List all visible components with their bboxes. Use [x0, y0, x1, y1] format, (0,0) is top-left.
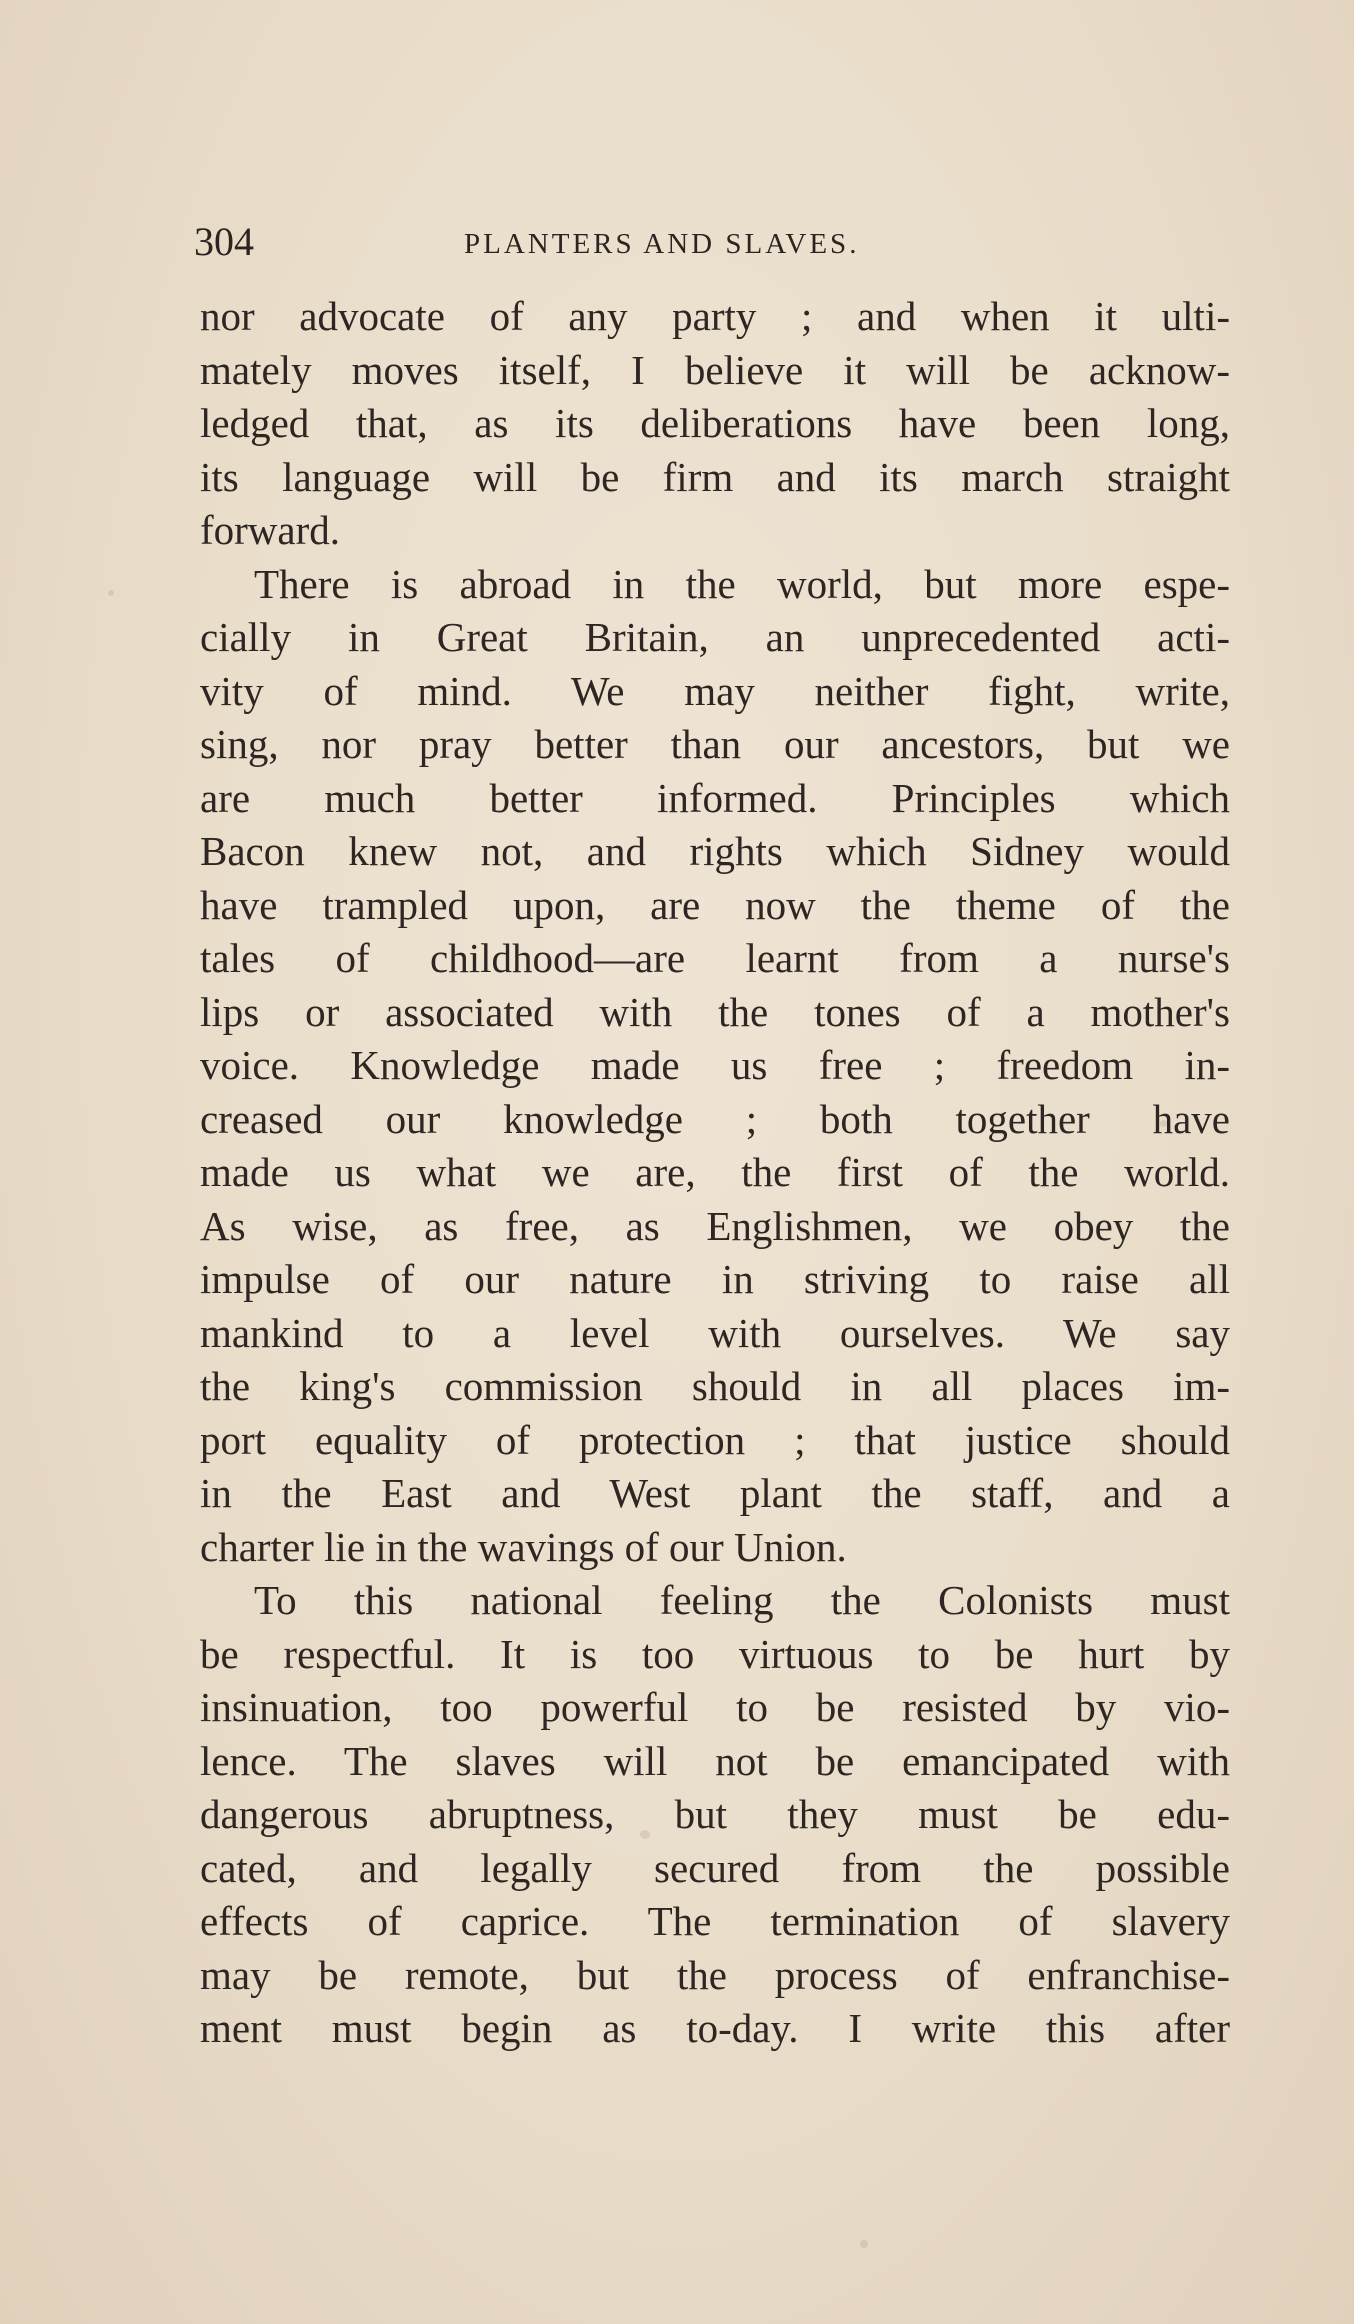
paragraph-first-line: There is abroad in the world, but more espe- [254, 560, 1230, 607]
text-line: effects of caprice. The termination of slavery [200, 1898, 1230, 1944]
text-line: have trampled upon, are now the theme of the [200, 881, 1230, 928]
body-text [200, 290, 1230, 2056]
text-line: nor advocate of any party ; and when it ulti- [200, 293, 1230, 339]
text-line: be respectful. It is too virtuous to be hurt by [200, 1630, 1230, 1677]
text-line: sing, nor pray better than our ancestors, but we [200, 721, 1230, 767]
text-line: voice. Knowledge made us free ; freedom in- [200, 1042, 1230, 1088]
text-line: the king's commission should in all places im- [200, 1363, 1230, 1409]
running-title: PLANTERS AND SLAVES. [464, 228, 860, 260]
text-line: forward. [200, 507, 341, 553]
text-line: its language will be firm and its march straight [200, 453, 1230, 500]
paper-spot [108, 590, 114, 596]
text-line: ledged that, as its deliberations have been long, [200, 400, 1230, 446]
text-line: made us what we are, the first of the world. [200, 1149, 1230, 1195]
text-line: charter lie in the wavings of our Union. [200, 1523, 847, 1570]
text-line: dangerous abruptness, but they must be edu- [200, 1791, 1230, 1837]
running-head [194, 212, 1230, 272]
text-line: As wise, as free, as Englishmen, we obey the [200, 1202, 1230, 1249]
page-number: 304 [194, 219, 254, 264]
text-line: impulse of our nature in striving to raise all [200, 1256, 1230, 1302]
text-line: are much better informed. Principles which [200, 774, 1230, 821]
text-line: creased our knowledge ; both together have [200, 1095, 1230, 1142]
text-line: port equality of protection ; that justice should [200, 1416, 1230, 1463]
text-line: mankind to a level with ourselves. We say [200, 1309, 1230, 1356]
text-line: Bacon knew not, and rights which Sidney would [200, 828, 1230, 874]
text-line: lips or associated with the tones of a mother's [200, 988, 1230, 1035]
text-line: in the East and West plant the staff, and a [200, 1470, 1230, 1516]
paper-spot [860, 2240, 868, 2248]
text-line: lence. The slaves will not be emancipated with [200, 1737, 1230, 1784]
text-line: cated, and legally secured from the possible [200, 1844, 1230, 1891]
text-line: may be remote, but the process of enfranchise- [200, 1951, 1230, 1998]
text-line: cially in Great Britain, an unprecedented acti- [200, 614, 1230, 660]
text-line: ment must begin as to-day. I write this after [200, 2005, 1230, 2051]
text-line: mately moves itself, I believe it will be acknow- [200, 346, 1230, 393]
text-line: tales of childhood—are learnt from a nurse's [200, 935, 1230, 981]
text-line: insinuation, too powerful to be resisted by vio- [200, 1684, 1230, 1730]
paragraph-first-line: To this national feeling the Colonists must [254, 1577, 1230, 1623]
text-line: vity of mind. We may neither fight, write, [200, 667, 1230, 714]
